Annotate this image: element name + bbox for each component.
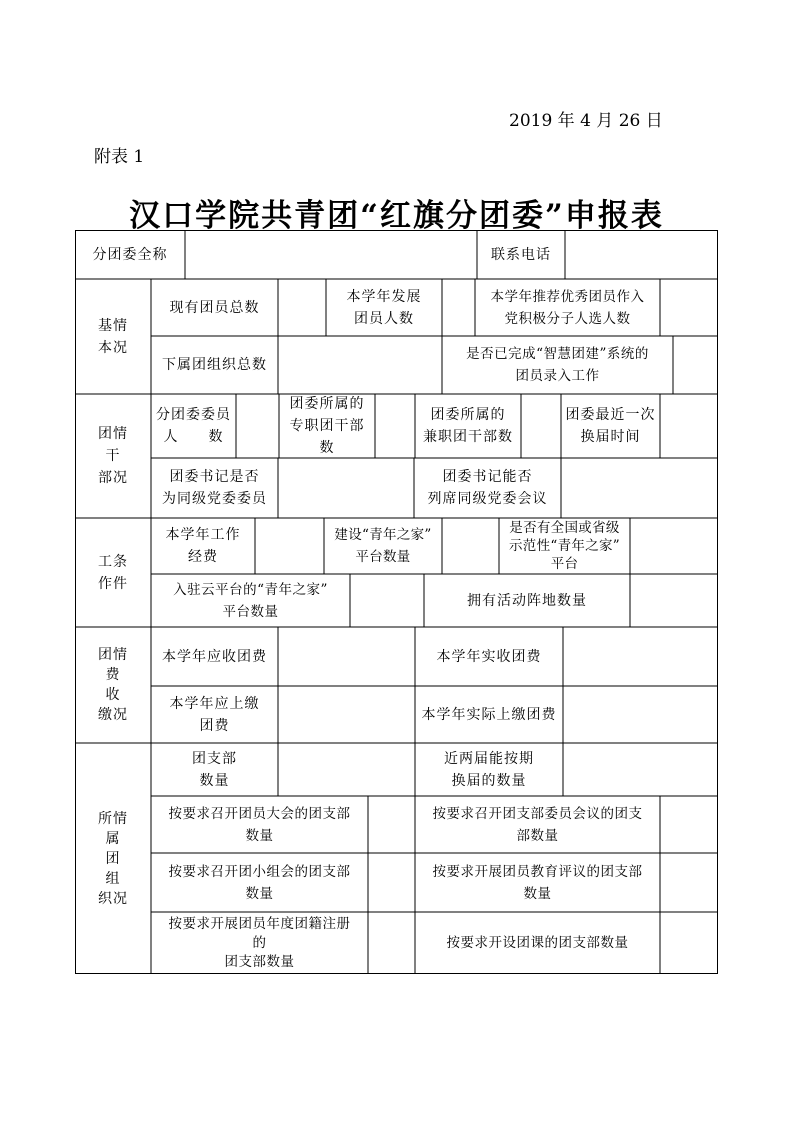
fees-due-submit-label: 本学年应上缴 团费 [169,695,260,734]
smart-system-label: 是否已完成“智慧团建”系统的 团员录入工作 [466,346,649,384]
section-basic-label: 基情 本况 [98,317,128,356]
last-election-label: 团委最近一次 换届时间 [565,407,656,445]
sub-orgs-field[interactable] [278,336,442,394]
funds-field[interactable] [255,518,324,574]
on-time-election-field[interactable] [563,743,718,796]
secretary-party-label: 团委书记是否 为同级党委委员 [162,469,267,507]
branch-count-field[interactable] [278,743,415,796]
form-title: 汉口学院共青团“红旗分团委”申报表 [129,198,664,234]
on-time-election-label: 近两届能按期 换届的数量 [444,750,534,789]
new-members-field[interactable] [442,279,475,336]
general-meeting-field[interactable] [368,796,415,853]
model-youth-home-field[interactable] [630,518,718,574]
last-election-field[interactable] [660,394,718,458]
section-fees-label: 团情 费 收 缴况 [98,647,128,723]
committee-meeting-field[interactable] [660,796,718,853]
registration-label: 按要求开展团员年度团籍注册 的 团支部数量 [168,915,351,970]
parttime-cadres-label: 团委所属的 兼职团干部数 [423,407,513,445]
lessons-label: 按要求开设团课的团支部数量 [446,935,629,951]
group-meeting-label: 按要求召开团小组会的团支部 数量 [168,863,351,902]
form-date: 2019 年 4 月 26 日 [509,111,663,131]
venues-field[interactable] [630,574,718,627]
section-conditions-label: 工条 作件 [98,553,128,592]
phone-field[interactable] [565,230,718,279]
model-youth-home-label: 是否有全国或省级 示范性“青年之家” 平台 [508,520,620,572]
youth-home-field[interactable] [442,518,499,574]
general-meeting-label: 按要求召开团员大会的团支部 数量 [168,805,351,844]
members-total-label: 现有团员总数 [169,299,260,316]
committee-count-field[interactable] [236,394,279,458]
branch-committee-name-label: 分团委全称 [92,246,168,263]
fees-actual-submit-field[interactable] [563,686,718,743]
funds-label: 本学年工作 经费 [165,527,241,565]
section-branches-label: 所情 属 团 组 织况 [98,810,128,907]
fees-received-label: 本学年实收团费 [436,648,542,665]
parttime-cadres-field[interactable] [521,394,561,458]
recommended-label: 本学年推荐优秀团员作入 党积极分子人选人数 [490,288,645,327]
youth-home-label: 建设“青年之家” 平台数量 [334,527,432,565]
branch-count-label: 团支部 数量 [192,750,237,789]
section-cadres-label: 团情 干 部况 [98,426,128,486]
secretary-party-field[interactable] [278,458,414,518]
fees-actual-submit-label: 本学年实际上缴团费 [421,706,557,723]
fees-due-submit-field[interactable] [278,686,415,743]
new-members-label: 本学年发展 团员人数 [346,288,422,327]
smart-system-field[interactable] [673,336,718,394]
fulltime-cadres-field[interactable] [375,394,415,458]
secretary-attend-field[interactable] [561,458,718,518]
members-total-field[interactable] [278,279,326,336]
registration-field[interactable] [368,912,415,974]
sub-orgs-label: 下属团组织总数 [162,357,267,373]
cloud-youth-home-label: 入驻云平台的“青年之家” 平台数量 [173,581,328,620]
committee-meeting-label: 按要求召开团支部委员会议的团支 部数量 [432,805,643,844]
cloud-youth-home-field[interactable] [350,574,424,627]
fees-received-field[interactable] [563,627,718,686]
evaluation-label: 按要求开展团员教育评议的团支部 数量 [432,863,643,902]
lessons-field[interactable] [660,912,718,974]
fees-due-field[interactable] [278,627,415,686]
group-meeting-field[interactable] [368,853,415,912]
committee-count-label: 分团委委员 人 数 [156,407,231,445]
venues-label: 拥有活动阵地数量 [467,592,587,609]
secretary-attend-label: 团委书记能否 列席同级党委会议 [427,469,548,507]
appendix-label: 附表 1 [94,147,145,167]
fulltime-cadres-label: 团委所属的 专职团干部 数 [289,396,365,456]
evaluation-field[interactable] [660,853,718,912]
fees-due-label: 本学年应收团费 [162,648,267,665]
application-form-table [75,230,718,974]
phone-label: 联系电话 [491,246,551,263]
recommended-field[interactable] [660,279,718,336]
branch-committee-name-field[interactable] [185,230,477,279]
